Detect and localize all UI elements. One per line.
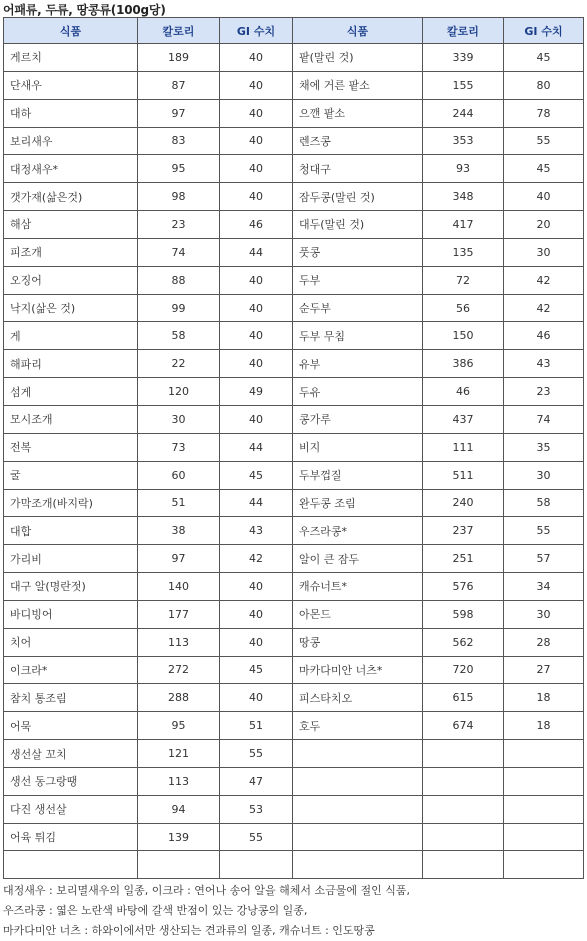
calorie-cell: 30 [138,405,220,433]
gi-cell: 23 [504,378,584,406]
calorie-cell: 150 [423,322,504,350]
gi-cell: 18 [504,684,584,712]
food-cell: 캐슈너트* [293,573,423,601]
calorie-cell: 87 [138,71,220,99]
footnote-line: 우즈라콩 : 엷은 노란색 바탕에 갈색 반점이 있는 강낭콩의 일종, [3,904,308,917]
calorie-cell: 56 [423,294,504,322]
food-cell: 다진 생선살 [4,795,138,823]
table-row [4,322,584,350]
gi-cell [504,851,584,879]
calorie-cell: 353 [423,127,504,155]
header-calorie-left: 칼로리 [138,18,220,44]
calorie-cell: 98 [138,183,220,211]
calorie-cell: 73 [138,433,220,461]
table-row [4,350,584,378]
calorie-cell: 674 [423,712,504,740]
gi-cell: 40 [220,71,293,99]
food-cell: 게르치 [4,44,138,72]
food-cell [293,795,423,823]
calorie-cell [138,851,220,879]
food-cell: 대정새우* [4,155,138,183]
gi-cell: 40 [220,266,293,294]
table-row [4,823,584,851]
gi-cell: 44 [220,238,293,266]
food-cell: 가리비 [4,545,138,573]
table-row [4,211,584,239]
table-row [4,600,584,628]
header-gi-left: GI 수치 [220,18,293,44]
gi-cell: 55 [220,823,293,851]
food-cell: 두부 [293,266,423,294]
gi-cell [504,795,584,823]
calorie-cell: 95 [138,155,220,183]
calorie-cell: 348 [423,183,504,211]
gi-table [3,17,584,879]
food-cell: 콩가루 [293,405,423,433]
food-cell: 풋콩 [293,238,423,266]
gi-cell: 51 [220,712,293,740]
calorie-cell: 121 [138,740,220,768]
calorie-cell: 720 [423,656,504,684]
gi-cell: 78 [504,99,584,127]
table-body [4,44,584,879]
food-cell: 마카다미안 너츠* [293,656,423,684]
food-cell: 두유 [293,378,423,406]
calorie-cell [423,823,504,851]
food-cell: 대두(말린 것) [293,211,423,239]
gi-cell: 57 [504,545,584,573]
table-row [4,573,584,601]
gi-cell: 45 [504,155,584,183]
table-row [4,684,584,712]
gi-cell [220,851,293,879]
table-row [4,489,584,517]
food-cell: 모시조개 [4,405,138,433]
food-cell: 청대구 [293,155,423,183]
table-row [4,712,584,740]
calorie-cell: 135 [423,238,504,266]
gi-cell: 28 [504,628,584,656]
calorie-cell: 511 [423,461,504,489]
gi-cell: 40 [220,573,293,601]
gi-cell: 53 [220,795,293,823]
calorie-cell: 615 [423,684,504,712]
food-cell: 으깬 팥소 [293,99,423,127]
gi-cell: 40 [220,183,293,211]
food-cell: 비지 [293,433,423,461]
table-row [4,517,584,545]
food-cell [293,823,423,851]
food-cell: 피조개 [4,238,138,266]
food-cell: 참치 통조림 [4,684,138,712]
food-cell: 두부껍질 [293,461,423,489]
calorie-cell: 51 [138,489,220,517]
food-cell: 오징어 [4,266,138,294]
table-row [4,183,584,211]
food-cell: 생선살 꼬치 [4,740,138,768]
gi-cell: 44 [220,489,293,517]
food-cell: 치어 [4,628,138,656]
food-cell: 갯가재(삶은것) [4,183,138,211]
calorie-cell: 240 [423,489,504,517]
food-cell: 순두부 [293,294,423,322]
food-cell: 잠두콩(말린 것) [293,183,423,211]
calorie-cell: 113 [138,628,220,656]
gi-cell: 43 [504,350,584,378]
calorie-cell: 339 [423,44,504,72]
gi-cell: 47 [220,767,293,795]
food-cell: 단새우 [4,71,138,99]
table-row [4,127,584,155]
calorie-cell [423,795,504,823]
food-cell: 섬게 [4,378,138,406]
table-row [4,545,584,573]
table-row [4,656,584,684]
food-cell [293,740,423,768]
food-cell: 해삼 [4,211,138,239]
calorie-cell: 83 [138,127,220,155]
calorie-cell: 22 [138,350,220,378]
gi-cell: 44 [220,433,293,461]
gi-cell: 80 [504,71,584,99]
calorie-cell: 177 [138,600,220,628]
header-calorie-right: 칼로리 [423,18,504,44]
calorie-cell: 94 [138,795,220,823]
calorie-cell: 99 [138,294,220,322]
calorie-cell: 60 [138,461,220,489]
food-cell: 땅콩 [293,628,423,656]
gi-cell: 27 [504,656,584,684]
calorie-cell [423,767,504,795]
table-row [4,238,584,266]
table-row [4,71,584,99]
food-cell: 바디빙어 [4,600,138,628]
gi-cell: 42 [220,545,293,573]
gi-cell: 46 [504,322,584,350]
calorie-cell: 58 [138,322,220,350]
table-row [4,851,584,879]
food-cell: 전복 [4,433,138,461]
header-gi-right: GI 수치 [504,18,584,44]
table-row [4,433,584,461]
gi-cell: 74 [504,405,584,433]
food-cell: 대합 [4,517,138,545]
food-cell: 게 [4,322,138,350]
calorie-cell: 437 [423,405,504,433]
food-cell: 알이 큰 잠두 [293,545,423,573]
calorie-cell: 140 [138,573,220,601]
food-cell: 렌즈콩 [293,127,423,155]
gi-cell: 46 [220,211,293,239]
gi-cell: 43 [220,517,293,545]
calorie-cell: 562 [423,628,504,656]
calorie-cell: 97 [138,545,220,573]
gi-cell: 55 [504,127,584,155]
gi-cell: 40 [220,322,293,350]
food-cell: 대구 알(명란젓) [4,573,138,601]
calorie-cell: 272 [138,656,220,684]
food-cell [4,851,138,879]
gi-cell: 45 [220,656,293,684]
gi-cell: 18 [504,712,584,740]
calorie-cell: 23 [138,211,220,239]
calorie-cell: 237 [423,517,504,545]
calorie-cell: 417 [423,211,504,239]
table-row [4,99,584,127]
food-cell: 아몬드 [293,600,423,628]
calorie-cell: 95 [138,712,220,740]
table-header-row [4,18,584,44]
footnote-line: 마카다미안 너츠 : 하와이에서만 생산되는 견과류의 일종, 캐슈너트 : 인도땅콩 [3,924,375,937]
table-row [4,378,584,406]
calorie-cell [423,851,504,879]
gi-cell: 20 [504,211,584,239]
table-row [4,461,584,489]
gi-cell: 34 [504,573,584,601]
food-cell: 유부 [293,350,423,378]
gi-cell: 45 [504,44,584,72]
gi-cell: 42 [504,266,584,294]
calorie-cell: 111 [423,433,504,461]
gi-cell: 40 [220,44,293,72]
gi-cell: 55 [504,517,584,545]
gi-cell: 40 [220,405,293,433]
gi-cell: 40 [220,127,293,155]
food-cell: 어묵 [4,712,138,740]
food-cell: 채에 거른 팥소 [293,71,423,99]
calorie-cell: 576 [423,573,504,601]
calorie-cell [423,740,504,768]
food-cell: 낙지(삶은 것) [4,294,138,322]
table-row [4,628,584,656]
food-cell: 어육 튀김 [4,823,138,851]
gi-cell: 35 [504,433,584,461]
calorie-cell: 251 [423,545,504,573]
food-cell: 대하 [4,99,138,127]
gi-cell: 40 [220,628,293,656]
food-cell: 가막조개(바지락) [4,489,138,517]
gi-cell [504,740,584,768]
table-row [4,294,584,322]
food-cell: 우즈라콩* [293,517,423,545]
gi-cell: 49 [220,378,293,406]
food-cell: 굴 [4,461,138,489]
gi-cell: 55 [220,740,293,768]
calorie-cell: 46 [423,378,504,406]
food-cell: 팥(말린 것) [293,44,423,72]
food-cell: 완두콩 조림 [293,489,423,517]
gi-cell: 40 [220,600,293,628]
calorie-cell: 288 [138,684,220,712]
food-cell: 두부 무침 [293,322,423,350]
calorie-cell: 93 [423,155,504,183]
table-row [4,405,584,433]
gi-cell: 40 [220,350,293,378]
food-cell: 해파리 [4,350,138,378]
food-cell [293,767,423,795]
calorie-cell: 38 [138,517,220,545]
table-row [4,767,584,795]
table-row [4,155,584,183]
header-food-left: 식품 [4,18,138,44]
gi-cell: 30 [504,238,584,266]
gi-cell: 40 [220,155,293,183]
calorie-cell: 244 [423,99,504,127]
food-cell: 보리새우 [4,127,138,155]
calorie-cell: 72 [423,266,504,294]
calorie-cell: 97 [138,99,220,127]
food-cell: 이크라* [4,656,138,684]
gi-cell [504,767,584,795]
gi-cell: 45 [220,461,293,489]
footnote-line: 대정새우 : 보리멸새우의 일종, 이크라 : 연어나 송어 알을 해체서 소금물에 절인 식품, [3,884,411,897]
calorie-cell: 155 [423,71,504,99]
table-row [4,740,584,768]
food-cell [293,851,423,879]
page-title: 어패류, 두류, 땅콩류(100g당) [3,3,166,17]
food-cell: 호두 [293,712,423,740]
gi-cell: 40 [504,183,584,211]
gi-cell [504,823,584,851]
table-row [4,44,584,72]
gi-cell: 30 [504,600,584,628]
calorie-cell: 74 [138,238,220,266]
table-row [4,266,584,294]
food-cell: 피스타치오 [293,684,423,712]
calorie-cell: 113 [138,767,220,795]
calorie-cell: 598 [423,600,504,628]
gi-cell: 30 [504,461,584,489]
calorie-cell: 120 [138,378,220,406]
calorie-cell: 88 [138,266,220,294]
gi-cell: 40 [220,684,293,712]
table-row [4,795,584,823]
food-cell: 생선 동그랑땡 [4,767,138,795]
gi-cell: 42 [504,294,584,322]
gi-cell: 58 [504,489,584,517]
header-food-right: 식품 [293,18,423,44]
calorie-cell: 386 [423,350,504,378]
footnotes [3,881,585,941]
gi-cell: 40 [220,294,293,322]
calorie-cell: 139 [138,823,220,851]
gi-cell: 40 [220,99,293,127]
calorie-cell: 189 [138,44,220,72]
